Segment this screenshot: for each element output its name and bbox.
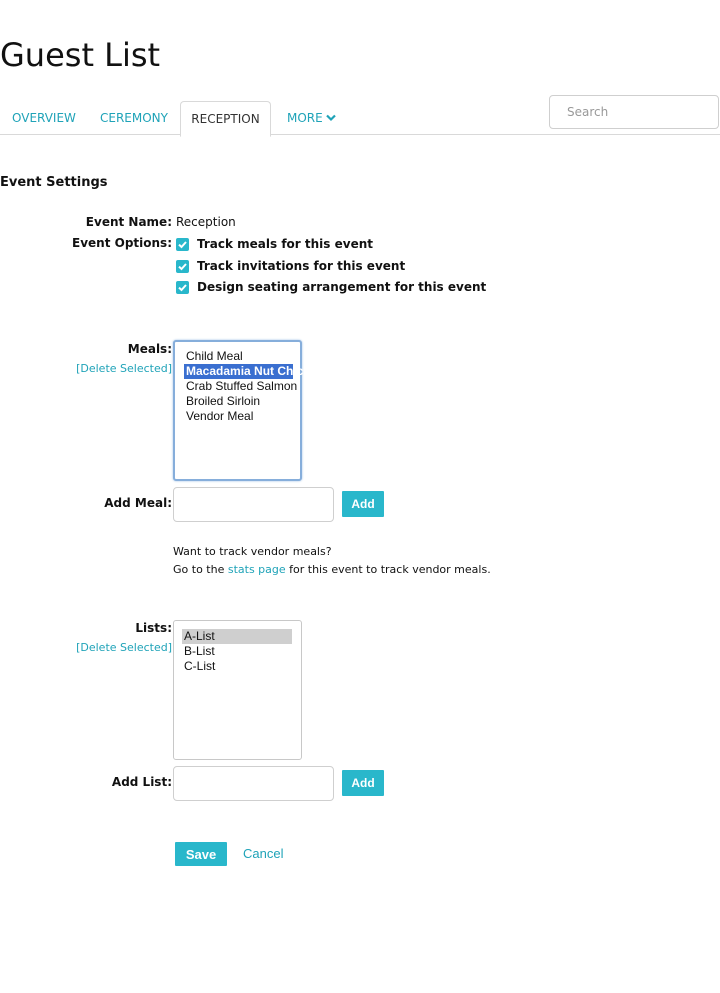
add-meal-button[interactable]: Add [342,491,384,517]
add-list-input[interactable] [173,766,334,801]
delete-selected-lists-link[interactable]: [Delete Selected] [76,641,172,654]
delete-selected-meals-link[interactable]: [Delete Selected] [76,362,172,375]
list-item[interactable]: A-List [182,629,292,644]
stats-page-link[interactable]: stats page [227,563,286,576]
save-button[interactable]: Save [175,842,227,866]
event-name-label: Event Name: [85,215,172,229]
list-item[interactable]: Broiled Sirloin [186,394,261,408]
vendor-note-line2 [173,563,491,576]
tab-reception[interactable]: RECEPTION [180,101,271,137]
option-track-invitations [176,258,405,274]
option-seating [176,279,486,295]
vendor-note-prefix: Go to the [173,563,228,576]
list-item[interactable]: B-List [184,644,215,658]
event-name-value: Reception [176,215,236,229]
chevron-down-icon [326,101,336,135]
vendor-note-suffix: for this event to track vendor meals. [285,563,491,576]
list-item[interactable]: Child Meal [186,349,243,363]
add-list-button[interactable]: Add [342,770,384,796]
cancel-link[interactable]: Cancel [243,846,284,861]
event-options-label: Event Options: [72,236,172,250]
seating-label: Design seating arrangement for this event [197,280,487,294]
tab-ceremony[interactable]: CEREMONY [100,111,168,125]
track-invitations-label: Track invitations for this event [197,259,406,273]
tab-more[interactable] [287,101,336,135]
meals-listbox[interactable] [173,340,325,481]
list-item[interactable]: Crab Stuffed Salmon [186,379,298,393]
lists-listbox[interactable] [173,620,302,760]
add-meal-input[interactable] [173,487,334,522]
vendor-note-line1: Want to track vendor meals? [173,545,332,558]
add-meal-label: Add Meal: [104,496,172,510]
list-item[interactable]: C-List [184,659,216,673]
lists-label: Lists: [135,621,172,635]
seating-checkbox[interactable] [176,281,189,294]
list-item[interactable]: Macadamia Nut Chicken [186,364,325,378]
tab-overview[interactable]: OVERVIEW [12,111,76,125]
add-list-label: Add List: [111,775,172,789]
option-track-meals [176,236,373,252]
section-title: Event Settings [0,175,108,190]
page-title: Guest List [0,36,161,74]
track-invitations-checkbox[interactable] [176,260,189,273]
list-item[interactable]: Vendor Meal [186,409,254,423]
track-meals-checkbox[interactable] [176,238,189,251]
track-meals-label: Track meals for this event [197,237,373,251]
search-input[interactable] [549,95,719,129]
tab-more-label: MORE [287,111,323,125]
meals-label: Meals: [127,342,172,356]
